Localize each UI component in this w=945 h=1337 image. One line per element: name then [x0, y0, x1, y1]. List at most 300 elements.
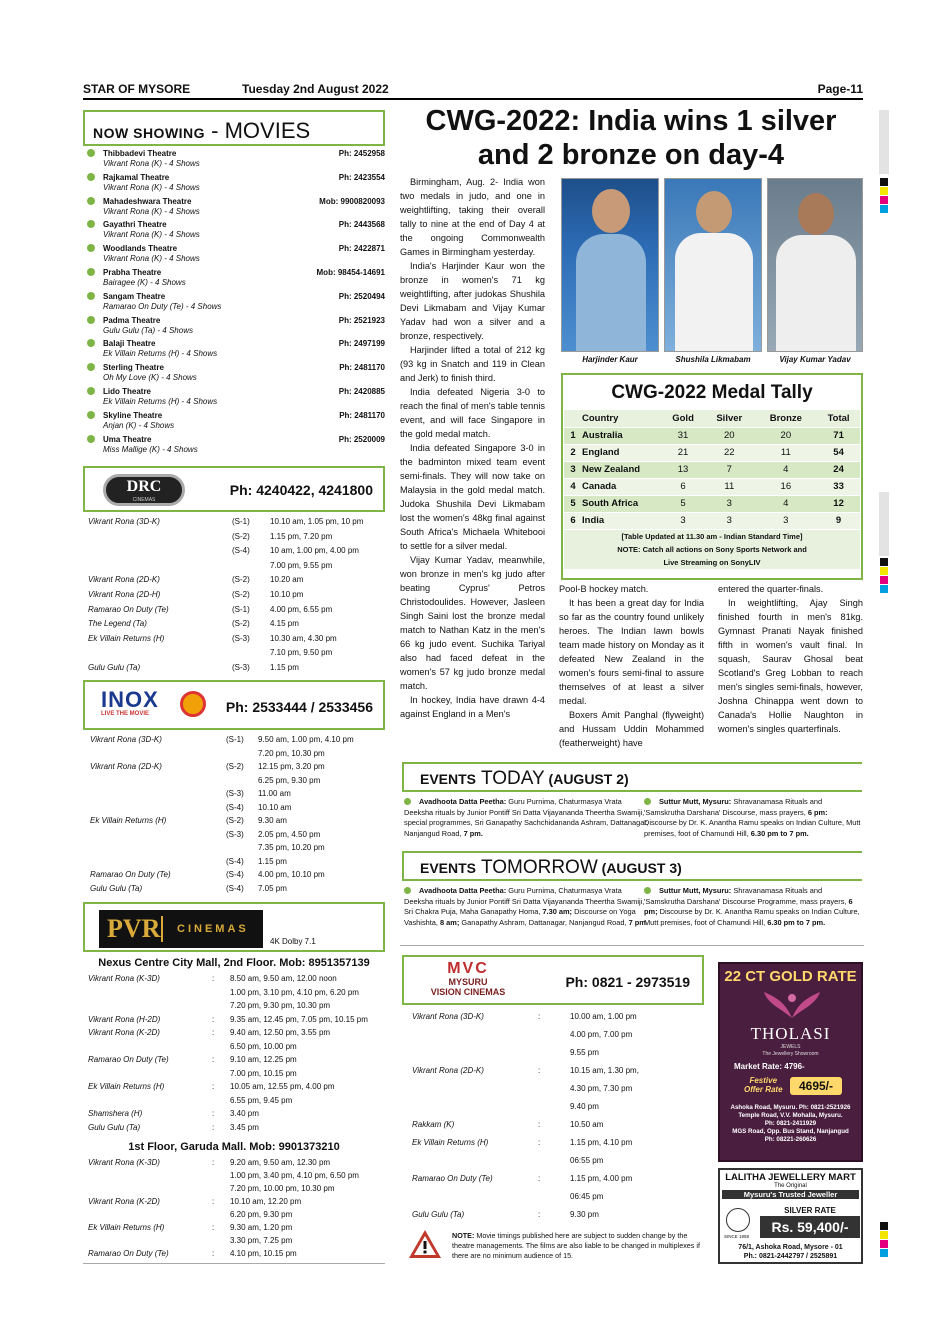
schedule-movie: Ramarao On Duty (Te)	[88, 1249, 169, 1258]
schedule-screen: :	[538, 1012, 541, 1021]
inox-phone: Ph: 2533444 / 2533456	[225, 699, 373, 715]
schedule-movie: Ek Villain Returns (H)	[88, 1082, 165, 1091]
tally-cell: 71	[817, 427, 860, 444]
theatre-item	[87, 339, 385, 359]
medal-tally-title: CWG-2022 Medal Tally	[611, 382, 813, 403]
schedule-screen: (S-2)	[232, 531, 250, 541]
events-divider	[400, 945, 864, 946]
schedule-screen: (S-1)	[226, 735, 244, 744]
schedule-times: 10.10 am	[258, 802, 292, 812]
pvr-divider	[83, 1263, 385, 1264]
tally-cell: 4	[754, 495, 817, 512]
drc-phone: Ph: 4240422, 4241800	[229, 482, 373, 498]
schedule-times: 4.00 pm, 7.00 pm	[570, 1030, 633, 1039]
drc-banner	[83, 466, 385, 512]
theatre-movie: Vikrant Rona (K) - 4 Shows	[103, 206, 200, 216]
tally-header: Gold	[662, 410, 704, 427]
theatre-movie: Vikrant Rona (K) - 4 Shows	[103, 254, 200, 264]
theatre-name: Woodlands Theatre	[103, 244, 178, 254]
mvc-note: NOTE: Movie timings published here are subject to sudden change by the theatre managements. The films are also liable to be changed in multiplexes if there are no minimum audience of 15.	[452, 1231, 700, 1260]
article-col2: Pool-B hockey match. It has been a great day for India so far as the country found unlikely heroes. The Indian lawn bowls team made history on Monday as it defeated New Zealand in the women's fours semi-final to assure themselves of at least a silver medal. Boxers Amit Panghal (flyweight) and Hussam Uddin Mohammed (featherweight) have	[559, 584, 704, 748]
schedule-screen: (S-2)	[232, 619, 250, 629]
bullet-icon	[87, 339, 95, 347]
theatre-movie: Ek Villain Returns (H) - 4 Shows	[103, 397, 218, 406]
tally-cell: 22	[704, 444, 754, 461]
theatre-item	[87, 411, 385, 431]
caption-1: Harjinder Kaur	[582, 355, 638, 364]
schedule-times: 3.45 pm	[230, 1122, 259, 1132]
tally-row	[564, 444, 860, 461]
theatre-item	[87, 363, 385, 383]
pvr-tag: 4K Dolby 7.1	[270, 937, 316, 946]
schedule-times: 9.30 am, 1.20 pm	[230, 1223, 293, 1232]
silver-rate-label: SILVER RATE	[784, 1206, 836, 1215]
photo-harjinder-kaur	[561, 178, 659, 352]
theatre-name: Prabha Theatre	[103, 268, 162, 277]
theatre-movie: Miss Mallige (K) - 4 Shows	[103, 444, 198, 454]
schedule-times: 9.30 pm	[570, 1210, 599, 1219]
tally-cell: New Zealand	[582, 461, 662, 478]
theatre-name: Uma Theatre	[103, 434, 152, 444]
theatre-phone: Ph: 2452958	[338, 149, 385, 158]
schedule-screen: (S-4)	[226, 856, 244, 866]
theatre-name: Rajkamal Theatre	[103, 172, 170, 182]
bullet-icon	[87, 363, 95, 371]
pvr-banner	[83, 902, 385, 952]
schedule-movie: Vikrant Rona (K-3D)	[88, 1158, 160, 1167]
gold-market-rate: Market Rate: 4796-	[734, 1062, 805, 1071]
schedule-times: 10.10 pm	[270, 590, 304, 599]
schedule-times: 4.15 pm	[270, 619, 299, 629]
schedule-times: 4.00 pm, 6.55 pm	[270, 604, 333, 614]
tally-row	[564, 495, 860, 512]
tally-header: Country	[582, 410, 662, 427]
bullet-icon	[87, 316, 95, 324]
bullet-icon	[87, 173, 95, 181]
theatre-movie: Ramarao On Duty (Te) - 4 Shows	[103, 301, 222, 311]
schedule-times: 10.30 am, 4.30 pm	[270, 633, 337, 643]
schedule-times: 1.15 pm, 4.10 pm	[570, 1138, 633, 1147]
schedule-times: 9.50 am, 1.00 pm, 4.10 pm	[258, 735, 354, 744]
theatre-phone: Ph: 2481170	[339, 410, 385, 420]
mvc-logo: MVC MYSURU VISION CINEMAS	[430, 960, 506, 997]
tally-cell: 3	[662, 512, 704, 529]
schedule-movie: Gulu Gulu (Ta)	[412, 1210, 465, 1219]
schedule-times: 12.15 pm, 3.20 pm	[258, 762, 325, 771]
schedule-screen: :	[538, 1138, 541, 1147]
schedule-movie: Vikrant Rona (2D-K)	[88, 575, 160, 585]
bullet-icon	[87, 435, 95, 443]
tally-cell: 31	[662, 427, 704, 444]
cmyk-marks-1	[880, 178, 888, 214]
theatre-phone: Mob: 9900820093	[319, 196, 385, 206]
medal-tally-box	[561, 373, 863, 580]
tally-header: Total	[817, 410, 860, 427]
schedule-screen: (S-4)	[226, 802, 244, 812]
caption-2: Shushila Likmabam	[675, 355, 751, 364]
schedule-movie: Ek Villain Returns (H)	[88, 633, 165, 643]
inox-emblem-icon	[180, 691, 206, 717]
gold-offer-rate: 4695/-	[790, 1077, 842, 1095]
tally-cell: 5	[662, 495, 704, 512]
schedule-movie: Ramarao On Duty (Te)	[90, 870, 171, 879]
schedule-screen: (S-1)	[232, 517, 250, 526]
schedule-times: 06:45 pm	[570, 1192, 604, 1201]
schedule-times: 1.00 pm, 3.40 pm, 4.10 pm, 6.50 pm	[230, 1171, 359, 1180]
tally-row	[564, 461, 860, 478]
theatre-movie: Vikrant Rona (K) - 4 Shows	[103, 230, 200, 240]
schedule-times: 6.55 pm, 9.45 pm	[230, 1095, 293, 1105]
events-tomorrow-banner: EVENTS TOMORROW (AUGUST 3)	[402, 851, 862, 881]
schedule-times: 8.50 am, 9.50 am, 12.00 noon	[230, 974, 337, 983]
caption-3: Vijay Kumar Yadav	[779, 355, 851, 364]
tally-row	[564, 512, 860, 529]
bullet-icon	[87, 292, 95, 300]
article-col3: entered the quarter-finals. In weightlifting, Ajay Singh finished fourth in men's 81kg. Gymnast Pranati Nayak finished fifth in women's vault final. In squash, Saurav Ghosal beat Scotland's Greg Lobban to reach men's singles semi-finals, however, Joshna Chinappa went down to Canada's Hollie Naughton in women's singles quarterfinals.	[718, 584, 863, 734]
theatre-item	[87, 220, 385, 240]
schedule-movie: Ramarao On Duty (Te)	[88, 1055, 169, 1064]
schedule-screen: (S-2)	[226, 816, 244, 825]
theatre-movie: Oh My Love (K) - 4 Shows	[103, 373, 197, 383]
schedule-screen: :	[538, 1174, 541, 1183]
schedule-times: 2.05 pm, 4.50 pm	[258, 829, 321, 839]
schedule-movie: Ek Villain Returns (H)	[412, 1138, 489, 1147]
theatre-name: Sangam Theatre	[103, 291, 166, 301]
bullet-icon	[87, 149, 95, 157]
theatre-phone: Ph: 2520494	[338, 291, 385, 301]
theatre-name: Padma Theatre	[103, 315, 161, 325]
schedule-times: 6.20 pm, 9.30 pm	[230, 1210, 293, 1219]
schedule-times: 1.15 pm, 4.00 pm	[570, 1174, 633, 1183]
schedule-movie: Vikrant Rona (2D-K)	[412, 1066, 484, 1075]
theatre-name: Gayathri Theatre	[103, 220, 167, 230]
theatre-item	[87, 268, 385, 288]
garuda-title: 1st Floor, Garuda Mall. Mob: 9901373210	[128, 1141, 340, 1153]
theatre-item	[87, 435, 385, 455]
schedule-movie: Ek Villain Returns (H)	[88, 1223, 165, 1232]
schedule-screen: (S-4)	[226, 870, 244, 879]
events-today-banner: EVENTS TODAY (AUGUST 2)	[402, 762, 862, 792]
schedule-times: 6.50 pm, 10.00 pm	[230, 1041, 297, 1051]
now-showing-label: NOW SHOWING	[93, 125, 206, 141]
schedule-movie: Vikrant Rona (K-2D)	[88, 1197, 160, 1206]
schedule-times: 10.10 am, 1.05 pm, 10 pm	[270, 517, 364, 526]
schedule-times: 10.50 am	[570, 1120, 604, 1129]
schedule-times: 10.05 am, 12.55 pm, 4.00 pm	[230, 1082, 335, 1091]
schedule-times: 1.15 pm	[258, 856, 287, 866]
peacock-icon	[760, 990, 824, 1020]
tally-row	[564, 427, 860, 444]
silver-ad-tag: Mysuru's Trusted Jeweller	[722, 1190, 859, 1199]
schedule-movie: Vikrant Rona (3D-K)	[412, 1012, 484, 1021]
theatre-movie: Gulu Gulu (Ta) - 4 Shows	[103, 325, 193, 335]
gold-ad-brand-tag: The Jewellery Showroom	[762, 1051, 819, 1057]
schedule-times: 7.00 pm, 10.15 pm	[230, 1068, 297, 1078]
schedule-times: 10.00 am, 1.00 pm	[570, 1012, 637, 1021]
schedule-movie: Gulu Gulu (Ta)	[90, 883, 143, 893]
theatre-phone: Ph: 2481170	[339, 363, 385, 373]
schedule-times: 4.10 pm, 10.15 pm	[230, 1249, 297, 1258]
silver-rate-ad	[718, 1168, 863, 1264]
theatre-movie: Bairagee (K) - 4 Shows	[103, 278, 186, 287]
theatre-item	[87, 149, 385, 169]
tally-cell: 7	[704, 461, 754, 478]
schedule-screen: (S-3)	[226, 829, 244, 839]
theatre-item	[87, 292, 385, 312]
tally-cell: 6	[564, 512, 582, 529]
schedule-screen: (S-4)	[226, 883, 244, 893]
tally-cell: Australia	[582, 427, 662, 444]
schedule-times: 6.25 pm, 9.30 pm	[258, 775, 321, 785]
theatre-movie: Ek Villain Returns (H) - 4 Shows	[103, 349, 218, 359]
schedule-times: 1.00 pm, 3.10 pm, 4.10 pm, 6.20 pm	[230, 987, 359, 997]
schedule-screen: :	[212, 1028, 215, 1037]
schedule-screen: :	[212, 1158, 215, 1167]
theatre-name: Balaji Theatre	[103, 339, 156, 349]
theatre-item	[87, 316, 385, 336]
schedule-movie: Vikrant Rona (H-2D)	[88, 1014, 161, 1024]
header-rule	[83, 98, 863, 100]
schedule-times: 4.30 pm, 7.30 pm	[570, 1084, 633, 1093]
issue-date: Tuesday 2nd August 2022	[242, 82, 389, 96]
cmyk-marks-3	[880, 1222, 888, 1258]
page-number: Page-11	[817, 82, 863, 96]
gold-ad-address: Ashoka Road, Mysuru. Ph: 0821-2521926 Temple Road, V.V. Mohalla, Mysuru. Ph: 0821-2411929 MGS Road, Opp. Bus Stand, Nanjangud Ph: 08221-260626	[730, 1104, 851, 1143]
schedule-times: 7.20 pm, 10.00 pm, 10.30 pm	[230, 1184, 335, 1193]
schedule-times: 1.15 pm	[270, 663, 299, 672]
theatre-phone: Ph: 2420885	[338, 387, 385, 396]
tally-cell: 20	[754, 427, 817, 444]
schedule-screen: :	[212, 1014, 215, 1024]
pvr-logo: PVR CINEMAS	[99, 910, 263, 948]
paper-name: STAR OF MYSORE	[83, 82, 191, 96]
theatre-phone: Ph: 2497199	[338, 339, 385, 349]
tally-cell: 24	[817, 461, 860, 478]
event-tomorrow-left: Avadhoota Datta Peetha: Guru Purnima, Chaturmasya Vrata Deeksha rituals by Junior Pontiff Sri Datta Vijayananda Theertha Swamiji, Sri Chakra Puja, Maha Ganapathy Homa, 7.30 am; Discourse on Yoga Vashishta, 8 am; Ganapathy Ashram, Dattanagar, Nanjangud Road, 7 pm.	[404, 886, 648, 927]
print-margin-strip	[879, 110, 889, 174]
bullet-icon	[87, 387, 95, 395]
lalitha-logo-icon	[726, 1208, 750, 1232]
schedule-movie: Gulu Gulu (Ta)	[88, 663, 141, 672]
theatre-name: Mahadeshwara Theatre	[103, 196, 192, 206]
schedule-times: 7.35 pm, 10.20 pm	[258, 843, 325, 852]
now-showing-banner	[83, 110, 385, 146]
schedule-movie: Vikrant Rona (3D-K)	[88, 517, 160, 526]
theatre-name: Lido Theatre	[103, 387, 152, 396]
schedule-times: 9.40 pm	[570, 1102, 599, 1111]
schedule-movie: The Legend (Ta)	[88, 619, 147, 629]
silver-ad-phone: Ph.: 0821-2442797 / 2525891	[743, 1253, 838, 1260]
tally-note-3: Live Streaming on SonyLIV	[663, 557, 761, 567]
schedule-times: 9.40 am, 12.50 pm, 3.55 pm	[230, 1028, 331, 1037]
theatre-phone: Mob: 98454-14691	[316, 268, 385, 277]
gold-ad-brand: THOLASI	[750, 1024, 831, 1043]
tally-cell: 11	[704, 478, 754, 495]
schedule-screen: :	[212, 1055, 215, 1064]
tally-cell: 54	[817, 444, 860, 461]
inox-logo: INOX LIVE THE MOVIE	[101, 687, 159, 717]
theatre-phone: Ph: 2520009	[338, 434, 385, 444]
schedule-screen: :	[538, 1120, 541, 1129]
theatre-item	[87, 244, 385, 264]
silver-ad-sub: The Original	[774, 1183, 807, 1189]
schedule-screen: (S-2)	[232, 575, 250, 585]
schedule-times: 7.20 pm, 9.30 pm, 10.30 pm	[230, 1001, 331, 1010]
schedule-screen: (S-2)	[226, 762, 244, 771]
tally-cell: 3	[704, 495, 754, 512]
photo-shushila-likmabam	[664, 178, 762, 352]
theatre-name: Skyline Theatre	[103, 410, 163, 420]
theatre-item	[87, 197, 385, 217]
drc-logo: DRC CINEMAS	[103, 474, 185, 506]
theatre-movie: Vikrant Rona (K) - 4 Shows	[103, 159, 200, 168]
schedule-movie: Vikrant Rona (2D-H)	[88, 590, 161, 599]
medal-tally-table	[564, 410, 860, 530]
tally-cell: India	[582, 512, 662, 529]
schedule-movie: Ramarao On Duty (Te)	[88, 604, 169, 614]
theatre-item	[87, 387, 385, 407]
schedule-screen: (S-4)	[232, 546, 250, 556]
schedule-screen: :	[212, 1082, 215, 1091]
schedule-screen: :	[212, 1249, 215, 1258]
tally-cell: 11	[754, 444, 817, 461]
article-col1: Birmingham, Aug. 2- India won two medals in judo, and one in weightlifting, taking their overall tally to nine at the end of Day 4 at the ongoing Commonwealth Games in Birmingham yesterday. India's Harjinder Kaur won the bronze in women's 71 kg weightlifting, after judokas Shushila Devi Likmabam and Vijay Kumar Yadav had won a silver and a bronze, respectively. Harjinder lifted a total of 212 kg (93 kg in Snatch and 119 in Clean and Jerk) to finish third. India defeated Nigeria 3-0 to reach the final of men's table tennis event, and will face Singapore in the gold medal match. India defeated Singapore 3-0 in the badminton mixed team event semi-finals. They will now take on Malaysia in the gold medal match. Judoka Shushila Devi Likmabam lost the women's 48kg final against South Africa's Michaela Whitebooi to settle for a silver medal. Vijay Kumar Yadav, meanwhile, won bronze in men's kg judo after beating Cyprus' Petros Christodoulides. However, Jasleen Singh Saini lost the bronze medal match to Nathan Katz in the men's 66 kg judo event. Suchika Tariyal also had faced defeat in the women's 57 kg judo bronze medal match. In hockey, India have drawn 4-4 against England in a Men's	[400, 177, 545, 719]
event-today-right: Suttur Mutt, Mysuru: Shravanamasa Rituals and 'Samskrutha Darshana' Discourse, mass prayers, 6 pm: Discourse by Dr. K. Anantha Ramu speaks on Indian Culture, Mutt premises, foot of Chamundi Hill, 6.30 pm to 7 pm.	[644, 797, 861, 838]
theatre-movie: Vikrant Rona (K) - 4 Shows	[103, 182, 200, 192]
schedule-screen: (S-1)	[232, 604, 250, 614]
silver-ad-since: SINCE 1958	[724, 1234, 750, 1239]
schedule-movie: Vikrant Rona (3D-K)	[90, 735, 162, 744]
gold-ad-title: 22 CT GOLD RATE	[724, 968, 857, 985]
schedule-times: 9.35 am, 12.45 pm, 7.05 pm, 10.15 pm	[230, 1014, 368, 1024]
mvc-phone: Ph: 0821 - 2973519	[565, 974, 690, 990]
tally-cell: 13	[662, 461, 704, 478]
tally-cell: 3	[704, 512, 754, 529]
schedule-times: 7.10 pm, 9.50 pm	[270, 648, 333, 658]
tally-cell: England	[582, 444, 662, 461]
theatre-movie: Anjan (K) - 4 Shows	[103, 420, 175, 430]
print-margin-strip-2	[879, 492, 889, 556]
bullet-icon	[87, 220, 95, 228]
theatre-phone: Ph: 2521923	[338, 315, 385, 325]
theatre-phone: Ph: 2423554	[338, 172, 385, 182]
schedule-movie: Shamshera (H)	[88, 1109, 143, 1118]
tally-cell: Canada	[582, 478, 662, 495]
theatre-name: Sterling Theatre	[103, 363, 164, 373]
schedule-times: 9.30 am	[258, 816, 287, 825]
gold-festive-label: Festive Offer Rate	[744, 1076, 783, 1094]
photo-vijay-kumar-yadav	[767, 178, 863, 352]
schedule-screen: (S-3)	[232, 633, 250, 643]
tally-cell: 20	[704, 427, 754, 444]
event-today-left: Avadhoota Datta Peetha: Guru Purnima, Chaturmasya Vrata Deeksha rituals by Junior Pontiff Sri Datta Vijayananda Theertha Swamiji, special programmes, Sri Ganapathy Sachchidananda Ashram, Dattanagar, Nanjangud Road, 7 pm.	[404, 797, 649, 838]
schedule-screen: :	[538, 1210, 541, 1219]
schedule-screen: :	[538, 1066, 541, 1075]
schedule-movie: Gulu Gulu (Ta)	[88, 1122, 141, 1132]
bullet-icon	[87, 411, 95, 419]
tally-cell: 3	[564, 461, 582, 478]
nexus-title: Nexus Centre City Mall, 2nd Floor. Mob: 8951357139	[98, 957, 370, 969]
tally-cell: 4	[564, 478, 582, 495]
schedule-movie: Ek Villain Returns (H)	[90, 816, 167, 825]
schedule-times: 11.00 am	[258, 789, 291, 798]
tally-cell: 2	[564, 444, 582, 461]
tally-note-2: NOTE: Catch all actions on Sony Sports Network and	[617, 544, 807, 554]
theatre-name: Thibbadevi Theatre	[103, 149, 177, 158]
tally-cell: 16	[754, 478, 817, 495]
schedule-times: 10.15 am, 1.30 pm,	[570, 1066, 639, 1075]
schedule-times: 7.20 pm, 10.30 pm	[258, 748, 325, 758]
tally-cell: 33	[817, 478, 860, 495]
schedule-times: 1.15 pm, 7.20 pm	[270, 531, 333, 541]
schedule-screen: :	[212, 1197, 215, 1206]
schedule-times: 9.55 pm	[570, 1048, 599, 1057]
schedule-movie: Vikrant Rona (K-3D)	[88, 974, 160, 983]
schedule-screen: (S-3)	[232, 663, 250, 672]
schedule-movie: Vikrant Rona (K-2D)	[88, 1028, 160, 1037]
schedule-times: 9.10 am, 12.25 pm	[230, 1055, 297, 1064]
schedule-screen: :	[212, 1122, 215, 1132]
tally-row	[564, 478, 860, 495]
schedule-times: 9.20 am, 9.50 am, 12.30 pm	[230, 1158, 331, 1167]
tally-header	[564, 410, 582, 427]
schedule-screen: :	[212, 1223, 215, 1232]
schedule-times: 7.05 pm	[258, 883, 287, 893]
schedule-times: 06:55 pm	[570, 1156, 604, 1165]
schedule-screen: :	[212, 1109, 215, 1118]
schedule-times: 7.00 pm, 9.55 pm	[270, 560, 333, 570]
tally-cell: 3	[754, 512, 817, 529]
tally-cell: 9	[817, 512, 860, 529]
schedule-movie: Rakkam (K)	[412, 1120, 455, 1129]
tally-cell: 6	[662, 478, 704, 495]
gold-rate-ad	[718, 962, 863, 1162]
event-tomorrow-right: Suttur Mutt, Mysuru: Shravanamasa Rituals and 'Samskrutha Darshana' Discourse Programme, mass prayers, 6 pm; Discourse by Dr. K. Anantha Ramu speaks on Indian Culture, Mutt premises, foot of Chamundi Hill, 6.30 pm to 7 pm.	[644, 886, 860, 927]
schedule-times: 10 am, 1.00 pm, 4.00 pm	[270, 546, 359, 556]
schedule-times: 3.30 pm, 7.25 pm	[230, 1236, 293, 1245]
mvc-banner	[402, 955, 704, 1005]
schedule-screen: :	[212, 974, 215, 983]
warning-icon	[408, 1229, 442, 1259]
tally-note-1: [Table Updated at 11.30 am - Indian Standard Time]	[621, 531, 803, 541]
bullet-icon	[87, 197, 95, 205]
inox-banner	[83, 680, 385, 730]
schedule-times: 10.20 am	[270, 575, 304, 585]
theatre-phone: Ph: 2422871	[338, 244, 385, 254]
silver-ad-address: 76/1, Ashoka Road, Mysore - 01	[738, 1244, 843, 1251]
tally-cell: 5	[564, 495, 582, 512]
silver-ad-title: LALITHA JEWELLERY MART	[725, 1172, 856, 1183]
movies-label: - MOVIES	[205, 118, 311, 143]
schedule-times: 10.10 am, 12.20 pm	[230, 1197, 302, 1206]
tally-cell: South Africa	[582, 495, 662, 512]
tally-header: Silver	[704, 410, 754, 427]
schedule-movie: Vikrant Rona (2D-K)	[90, 762, 162, 771]
bullet-icon	[87, 244, 95, 252]
schedule-movie: Ramarao On Duty (Te)	[412, 1174, 493, 1183]
schedule-screen: (S-2)	[232, 590, 250, 599]
tally-header: Bronze	[754, 410, 817, 427]
article-headline: CWG-2022: India wins 1 silver and 2 bronze on day-4	[425, 105, 837, 171]
tally-cell: 12	[817, 495, 860, 512]
theatre-item	[87, 173, 385, 193]
tally-cell: 4	[754, 461, 817, 478]
schedule-times: 3.40 pm	[230, 1109, 259, 1118]
schedule-times: 4.00 pm, 10.10 pm	[258, 870, 325, 879]
tally-cell: 21	[662, 444, 704, 461]
tally-cell: 1	[564, 427, 582, 444]
cmyk-marks-2	[880, 558, 888, 594]
